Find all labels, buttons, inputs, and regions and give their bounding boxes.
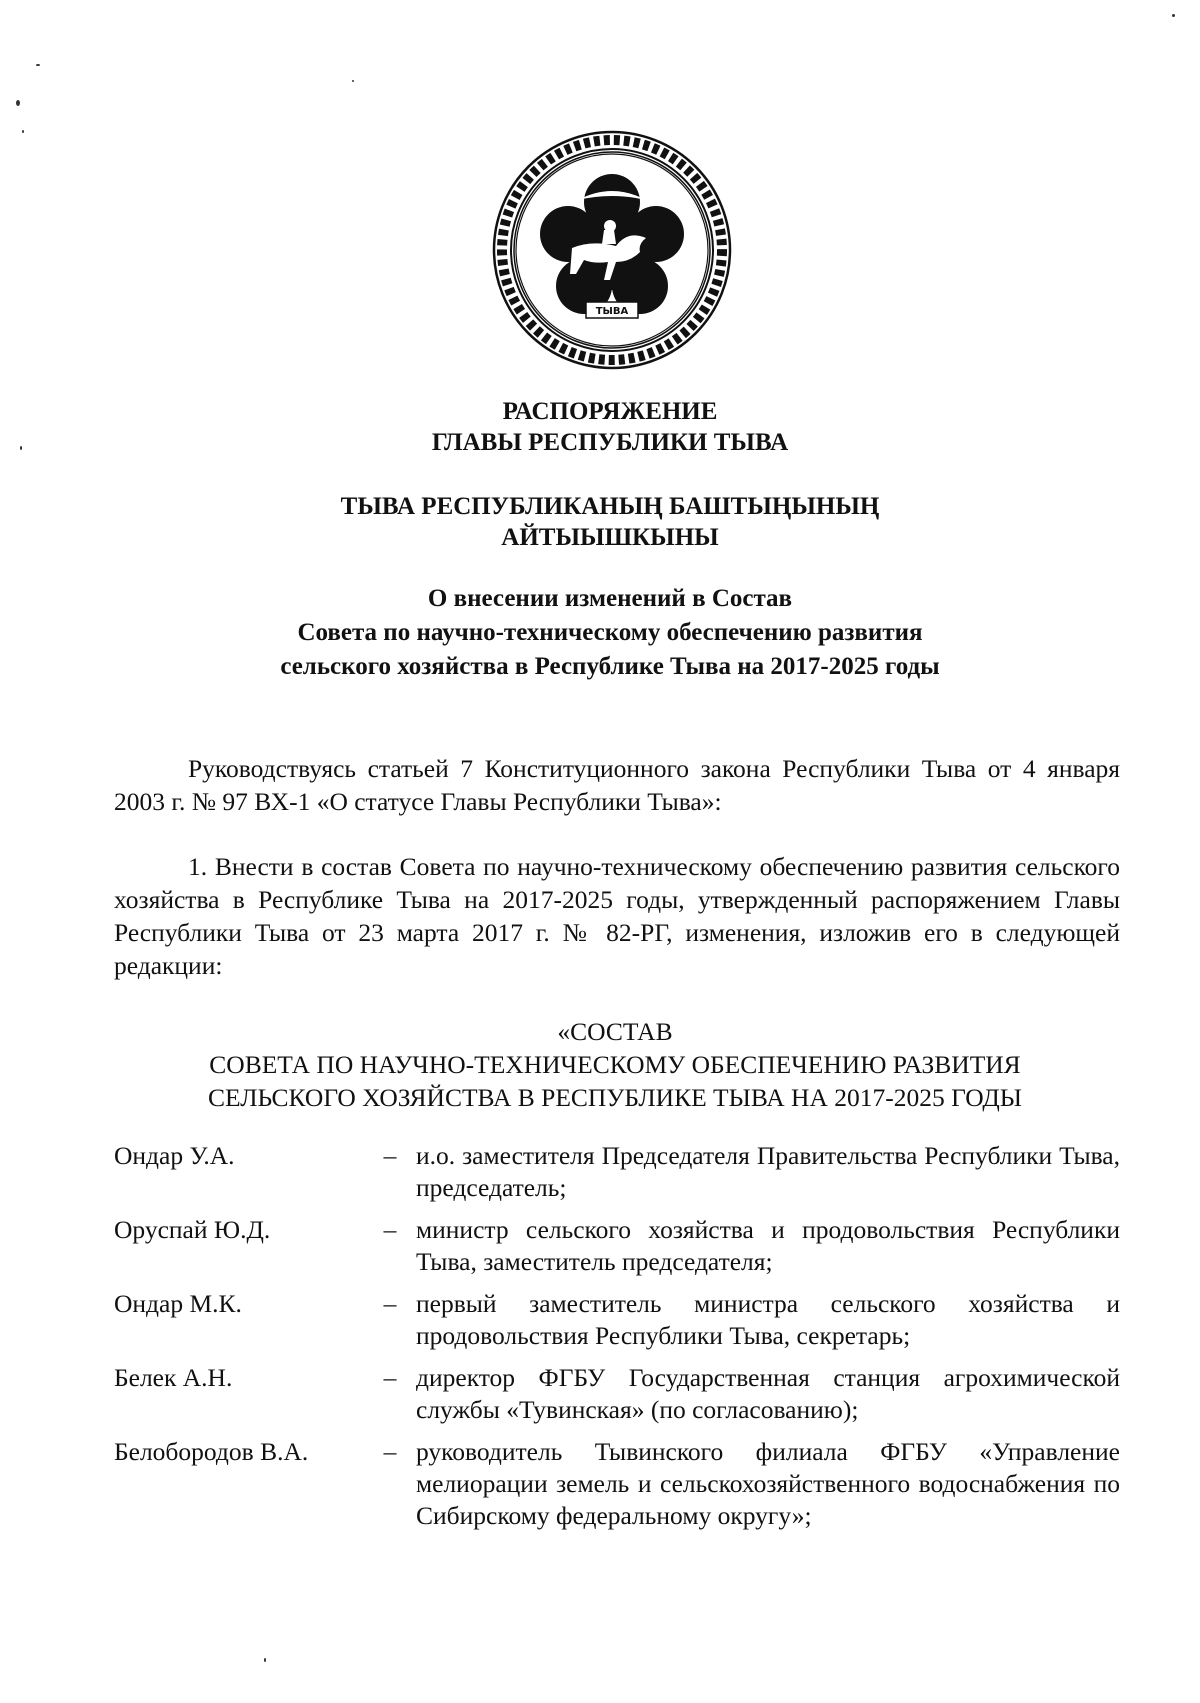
member-role: директор ФГБУ Государственная станция агрохимической службы «Тувинская» (по согласованию);	[416, 1363, 1120, 1424]
scan-speck	[16, 100, 20, 106]
members-list	[114, 1140, 1120, 1542]
tuvan-title-line: ТЫВА РЕСПУБЛИКАНЫҢ БАШТЫҢЫНЫҢ	[340, 493, 880, 520]
subject-line: О внесении изменений в Состав	[427, 585, 793, 612]
member-name: Оруспай Ю.Д.	[114, 1215, 271, 1244]
member-dash: –	[383, 1437, 397, 1466]
scan-speck	[352, 80, 354, 82]
preamble-paragraph	[114, 752, 1120, 818]
composition-heading-line: СЕЛЬСКОГО ХОЗЯЙСТВА В РЕСПУБЛИКЕ ТЫВА НА 2017-2025 ГОДЫ	[207, 1083, 1023, 1112]
member-role: и.о. заместителя Председателя Правительства Республики Тыва, председатель;	[416, 1141, 1120, 1202]
member-name: Ондар У.А.	[114, 1141, 235, 1170]
composition-heading-line: «СОСТАВ	[557, 1017, 673, 1046]
member-name: Белек А.Н.	[114, 1363, 233, 1392]
document-title	[110, 396, 1110, 458]
composition-heading-line: СОВЕТА ПО НАУЧНО-ТЕХНИЧЕСКОМУ ОБЕСПЕЧЕНИЮ РАЗВИТИЯ	[209, 1050, 1021, 1079]
tuva-emblem-icon	[492, 130, 732, 370]
subject-line: сельского хозяйства в Республике Тыва на 2017-2025 годы	[280, 653, 940, 680]
scan-speck	[20, 446, 22, 450]
tuvan-title-line: АЙТЫЫШКЫНЫ	[501, 524, 719, 551]
scan-speck	[36, 64, 40, 66]
member-dash: –	[383, 1363, 397, 1392]
member-role: первый заместитель министра сельского хозяйства и продовольствия Республики Тыва, секретарь;	[416, 1289, 1120, 1350]
document-subject	[110, 582, 1110, 684]
member-dash: –	[383, 1289, 397, 1318]
member-name: Ондар М.К.	[114, 1289, 242, 1318]
member-dash: –	[383, 1141, 397, 1170]
clause-1-text: 1. Внести в состав Совета по научно-техническому обеспечению развития сельского хозяйства в Республике Тыва на 2017-2025 годы, утвержденный распоряжением Главы Республики Тыва от 23 марта 2017 г. № 82-РГ, изменения, изложив его в следующей редакции:	[114, 852, 1120, 980]
member-dash: –	[383, 1215, 397, 1244]
scan-speck	[1172, 14, 1175, 17]
preamble-text: Руководствуясь статьей 7 Конституционного закона Республики Тыва от 4 января 2003 г. № 97 ВХ-1 «О статусе Главы Республики Тыва»:	[114, 754, 1120, 816]
subject-line: Совета по научно-техническому обеспечению развития	[297, 619, 923, 646]
emblem-ribbon-text: ТЫВА	[595, 306, 629, 317]
member-row	[114, 1362, 1120, 1426]
member-row	[114, 1288, 1120, 1352]
member-row	[114, 1214, 1120, 1278]
member-row	[114, 1436, 1120, 1532]
member-role: министр сельского хозяйства и продовольствия Республики Тыва, заместитель председателя;	[416, 1215, 1120, 1276]
member-role: руководитель Тывинского филиала ФГБУ «Управление мелиорации земель и сельскохозяйственного водоснабжения по Сибирскому федеральному округу»;	[416, 1437, 1120, 1530]
scan-speck	[22, 130, 24, 133]
member-row	[114, 1140, 1120, 1204]
member-name: Белобородов В.А.	[114, 1437, 309, 1466]
composition-heading	[110, 1015, 1120, 1114]
title-line: РАСПОРЯЖЕНИЕ	[502, 398, 718, 425]
clause-1-paragraph	[114, 850, 1120, 982]
title-line: ГЛАВЫ РЕСПУБЛИКИ ТЫВА	[431, 429, 789, 456]
scan-speck	[264, 1658, 266, 1662]
tuvan-title	[110, 491, 1110, 553]
